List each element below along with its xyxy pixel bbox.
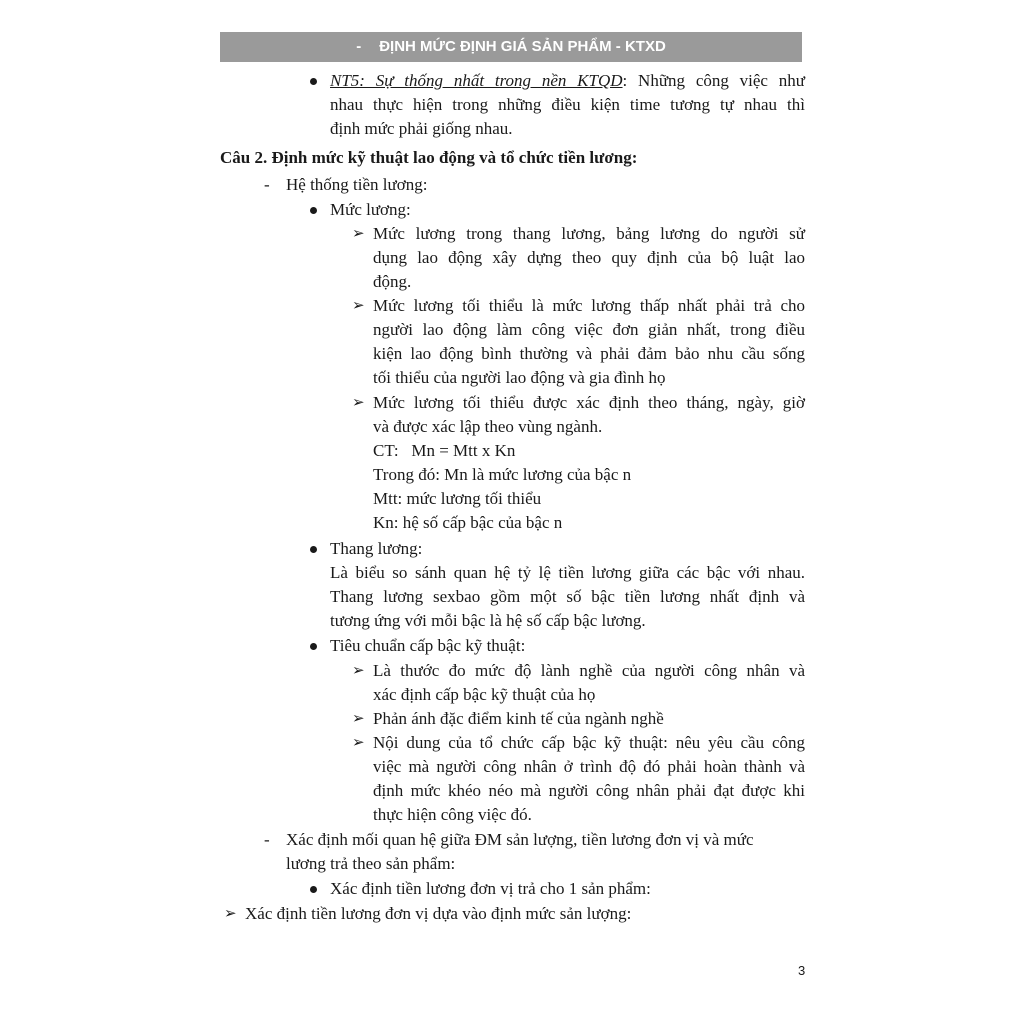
dash-bullet-icon: - (264, 175, 270, 194)
a2-line-4: tối thiểu của người lao động và gia đình họ (373, 368, 666, 387)
arrow-bullet-icon: ➢ (224, 906, 237, 922)
header-title: ĐỊNH MỨC ĐỊNH GIÁ SẢN PHẨM - KTXD (379, 38, 666, 55)
a1-line-3: động. (373, 272, 412, 291)
nt5-label: NT5: Sự thống nhất trong nền KTQD (330, 71, 623, 90)
xac-dinh-line-1: Xác định mối quan hệ giữa ĐM sản lượng, tiền lương đơn vị và mức (286, 830, 754, 849)
thang-luong-line-3: tương ứng với mỗi bậc là hệ số cấp bậc lương. (330, 611, 646, 630)
a3-line-1: Mức lương tối thiểu được xác định theo tháng, ngày, giờ (373, 393, 805, 412)
b2-line-1: Phản ánh đặc điểm kinh tế của ngành nghề (373, 709, 664, 728)
formula-mtt: Mtt: mức lương tối thiểu (373, 489, 542, 508)
b1-line-2: xác định cấp bậc kỹ thuật của họ (373, 685, 596, 704)
nt5-line-3: định mức phải giống nhau. (330, 119, 513, 138)
b3-line-4: thực hiện công việc đó. (373, 805, 532, 824)
thang-luong-line-2: Thang lương sexbao gồm một số bậc tiền lương nhất định và (330, 587, 805, 606)
formula-kn: Kn: hệ số cấp bậc của bậc n (373, 513, 563, 532)
b3-line-3: định mức khéo néo mà người công nhân phải đạt được khi (373, 781, 805, 800)
bullet-dot-icon (310, 207, 317, 214)
dash-bullet-icon: - (264, 830, 270, 849)
header-dash: - (356, 38, 362, 55)
muc-luong-label: Mức lương: (330, 200, 411, 219)
page-number: 3 (798, 963, 806, 978)
a1-line-2: dụng lao động xây dựng theo quy định của bộ luật lao (373, 248, 805, 267)
a2-line-1: Mức lương tối thiểu là mức lương thấp nhất phải trả cho (373, 296, 805, 315)
formula-ct: CT: Mn = Mtt x Kn (373, 441, 516, 460)
a1-line-1: Mức lương trong thang lương, bảng lương do người sử (373, 224, 805, 243)
arrow-bullet-icon: ➢ (352, 735, 365, 751)
tieu-chuan-label: Tiêu chuẩn cấp bậc kỹ thuật: (330, 636, 526, 655)
bullet-dot-icon (310, 78, 317, 85)
arrow-bullet-icon: ➢ (352, 711, 365, 727)
xac-dinh-arrow-text: Xác định tiền lương đơn vị dựa vào định mức sản lượng: (245, 904, 632, 923)
bullet-dot-icon (310, 546, 317, 553)
bullet-dot-icon (310, 643, 317, 650)
b3-line-1: Nội dung của tổ chức cấp bậc kỹ thuật: nêu yêu cầu công (373, 733, 805, 752)
nt5-text-1: : Những công việc như (622, 71, 805, 90)
xac-dinh-sub: Xác định tiền lương đơn vị trả cho 1 sản phẩm: (330, 879, 651, 898)
formula-trong-do: Trong đó: Mn là mức lương của bậc n (373, 465, 632, 484)
thang-luong-label: Thang lương: (330, 539, 423, 558)
arrow-bullet-icon: ➢ (352, 663, 365, 679)
nt5-line-1 (330, 69, 805, 93)
arrow-bullet-icon: ➢ (352, 226, 365, 242)
xac-dinh-line-2: lương trả theo sản phẩm: (286, 854, 456, 873)
a3-line-2: và được xác lập theo vùng ngành. (373, 417, 603, 436)
a2-line-2: người lao động làm công việc đơn giản nhất, trong điều (373, 320, 805, 339)
section-heading-cau2: Câu 2. Định mức kỹ thuật lao động và tổ chức tiền lương: (220, 148, 638, 167)
thang-luong-line-1: Là biểu so sánh quan hệ tỷ lệ tiền lương giữa các bậc với nhau. (330, 563, 805, 582)
a2-line-3: kiện lao động bình thường và phải đảm bảo nhu cầu sống (373, 344, 805, 363)
b1-line-1: Là thước đo mức độ lành nghề của người công nhân và (373, 661, 805, 680)
he-thong-label: Hệ thống tiền lương: (286, 175, 428, 194)
page-header (220, 32, 802, 62)
arrow-bullet-icon: ➢ (352, 395, 365, 411)
bullet-dot-icon (310, 886, 317, 893)
arrow-bullet-icon: ➢ (352, 298, 365, 314)
b3-line-2: việc mà người công nhân ở trình độ đó phải hoàn thành và (373, 757, 805, 776)
nt5-line-2: nhau thực hiện trong những điều kiện time tương tự nhau thì (330, 95, 805, 114)
